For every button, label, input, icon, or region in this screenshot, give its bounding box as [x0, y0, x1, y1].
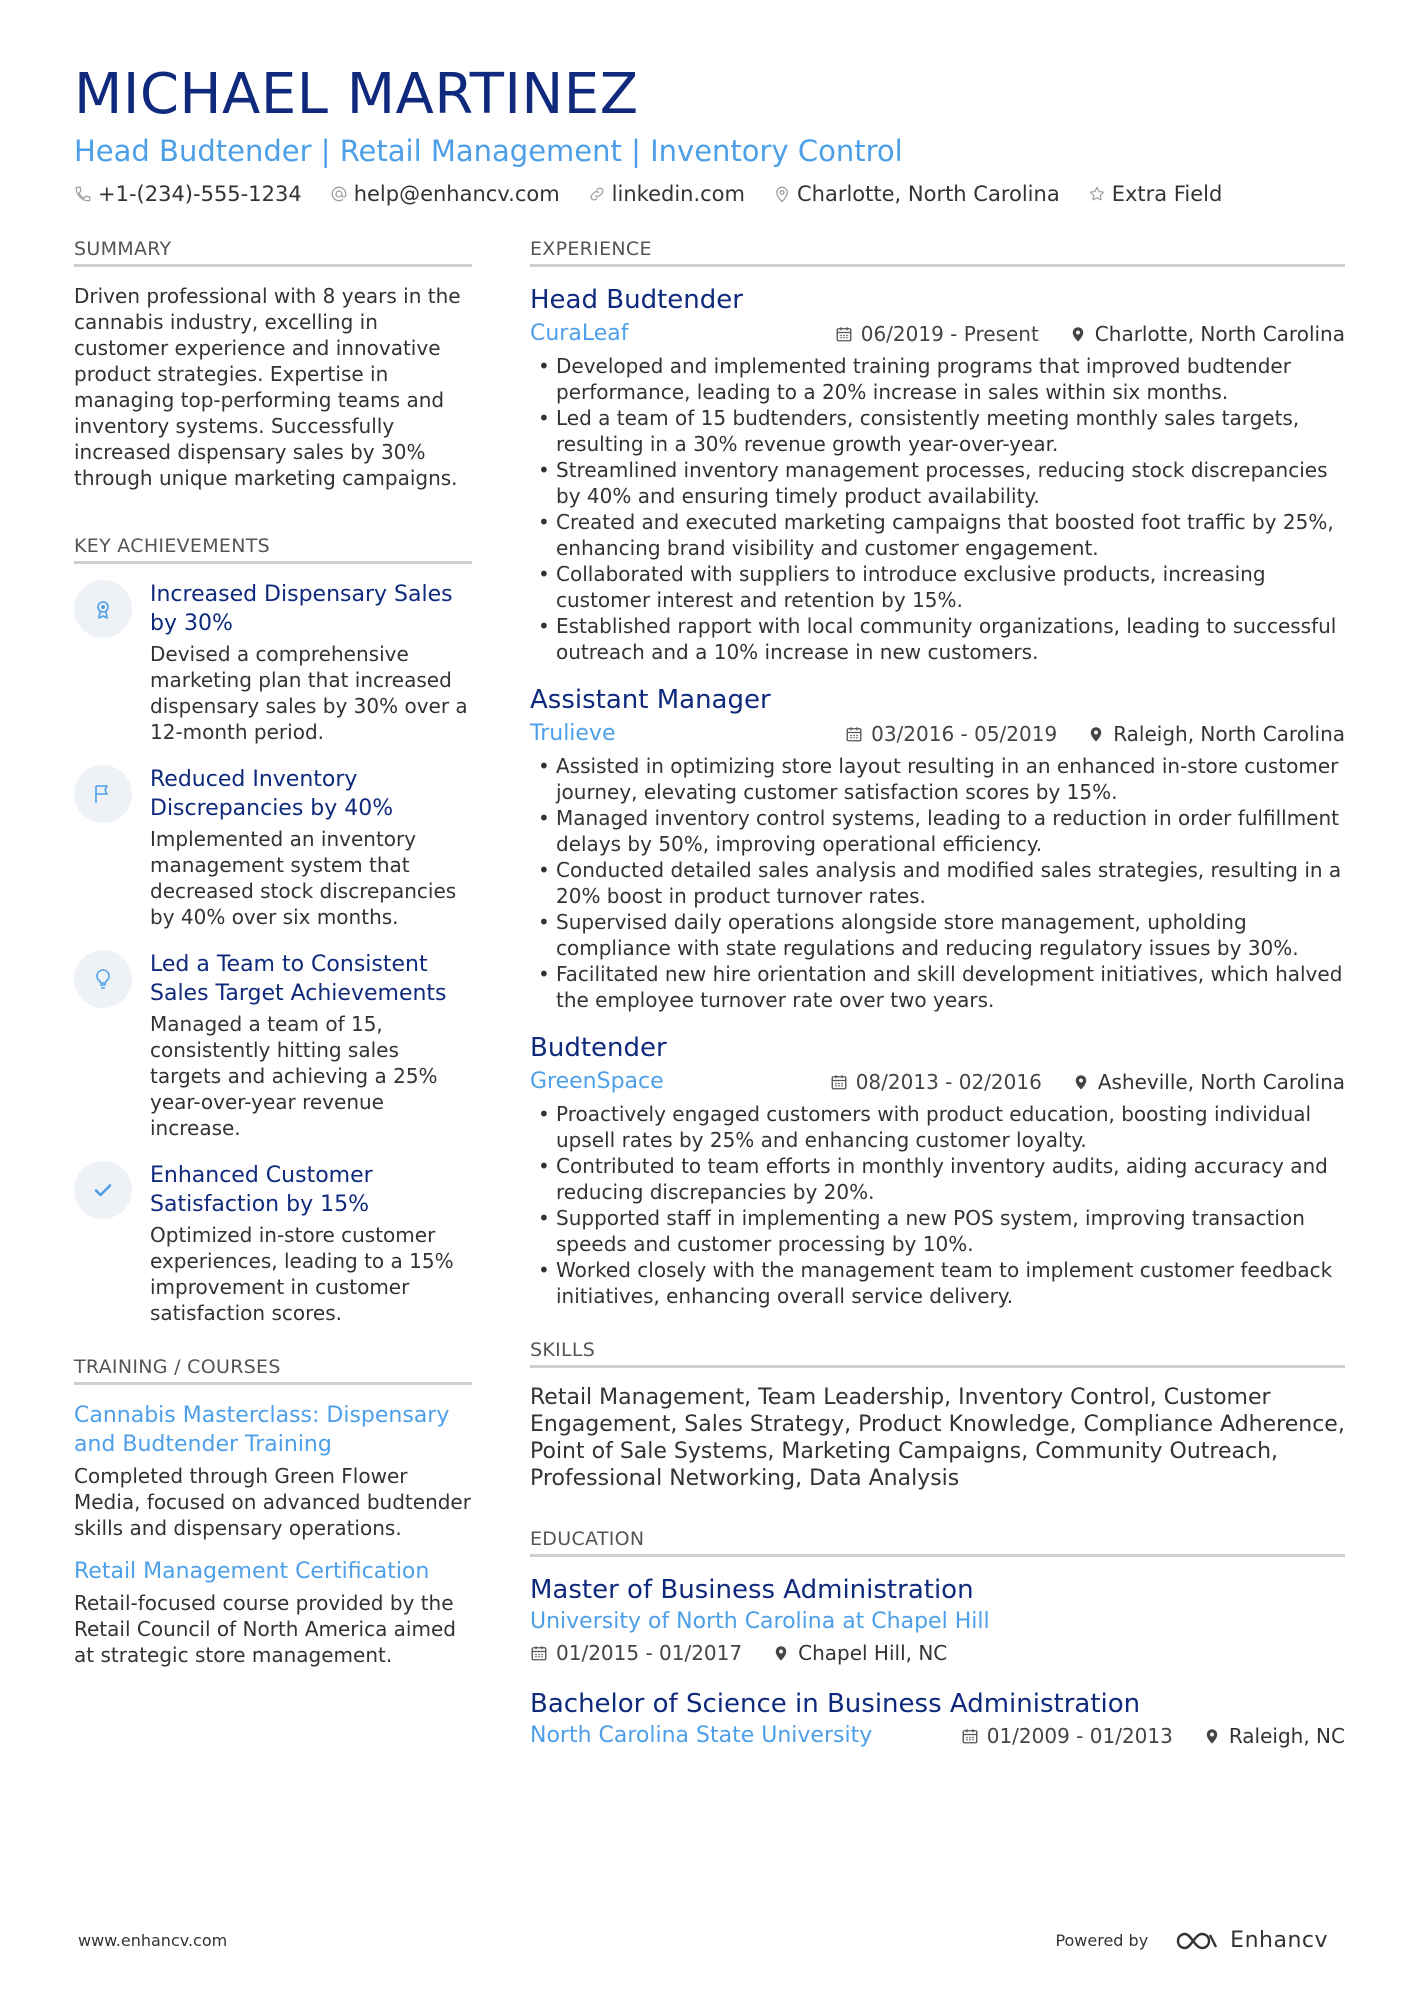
brand-text: Enhancv	[1230, 1928, 1328, 1953]
achievement-desc: Devised a comprehensive marketing plan that increased dispensary sales by 30% over a 12-month period.	[150, 642, 468, 744]
job-bullet: • Streamlined inventory management processes, reducing stock discrepancies by 40% and ensuring timely product availability.	[530, 457, 1345, 509]
education-dates: 01/2015 - 01/2017	[530, 1641, 742, 1665]
location-icon	[772, 1644, 790, 1662]
achievement-item	[74, 765, 472, 930]
job-title: Budtender	[530, 1033, 667, 1063]
training-section	[74, 1356, 472, 1668]
education-row	[530, 1721, 1345, 1751]
linkedin-text: linkedin.com	[611, 182, 745, 206]
job-entry	[530, 683, 1345, 1013]
contact-linkedin[interactable]	[588, 182, 745, 206]
skills-heading: SKILLS	[530, 1339, 1345, 1368]
job-location: Raleigh, North Carolina	[1087, 722, 1345, 746]
skills-text: Retail Management, Team Leadership, Inventory Control, Customer Engagement, Sales Strategy, Product Knowledge, Compliance Adherence, Point of Sale Systems, Marketing Campaigns, Community Outreach, Professional Networking, Data Analysis	[530, 1385, 1345, 1491]
contact-location	[773, 182, 1060, 206]
contact-bar	[74, 182, 1344, 206]
calendar-icon	[830, 1073, 848, 1091]
experience-heading: EXPERIENCE	[530, 238, 1345, 267]
school-name: North Carolina State University	[530, 1723, 873, 1748]
job-bullet: • Managed inventory control systems, leading to a reduction in order fulfillment delays by 50%, improving operational efficiency.	[530, 805, 1345, 857]
job-bullet: • Supervised daily operations alongside store management, upholding compliance with state regulations and reducing regulatory issues by 30%.	[530, 909, 1345, 961]
education-location: Chapel Hill, NC	[772, 1641, 947, 1665]
summary-text: Driven professional with 8 years in the cannabis industry, excelling in customer experience and innovative product strategies. Expertise in managing top-performing teams and inventory systems. Successfully increased dispensary sales by 30% through unique marketing campaigns.	[74, 284, 461, 490]
experience-section	[530, 238, 1345, 1309]
skills-section	[530, 1339, 1345, 1492]
contact-phone[interactable]	[74, 182, 302, 206]
page-footer	[78, 1928, 1328, 1953]
job-entry	[530, 283, 1345, 665]
achievement-item	[74, 1161, 472, 1326]
achievement-desc: Optimized in-store customer experiences, leading to a 15% improvement in customer satisfaction scores.	[150, 1223, 454, 1325]
left-column	[74, 238, 472, 1684]
summary-section	[74, 238, 472, 491]
location-icon	[1087, 725, 1105, 743]
achievement-title: Increased Dispensary Sales by 30%	[150, 582, 453, 636]
phone-text: +1-(234)-555-1234	[98, 182, 302, 206]
degree-title: Master of Business Administration	[530, 1575, 974, 1605]
job-bullet: • Collaborated with suppliers to introduce exclusive products, increasing customer interest and retention by 15%.	[530, 561, 1345, 613]
achievements-section	[74, 535, 472, 1326]
job-title: Assistant Manager	[530, 685, 771, 715]
enhancv-logo[interactable]	[1174, 1928, 1328, 1953]
contact-email[interactable]	[330, 182, 560, 206]
achievement-icon-wrap	[74, 1161, 132, 1219]
job-meta	[530, 1067, 1345, 1097]
education-entry	[530, 1573, 1345, 1665]
job-entry	[530, 1031, 1345, 1309]
education-heading: EDUCATION	[530, 1528, 1345, 1557]
course-desc: Completed through Green Flower Media, focused on advanced budtender skills and dispensary operations.	[74, 1464, 471, 1540]
award-icon	[91, 597, 115, 621]
job-dates: 03/2016 - 05/2019	[845, 722, 1057, 746]
calendar-icon	[835, 325, 853, 343]
job-bullet: • Supported staff in implementing a new POS system, improving transaction speeds and customer processing by 10%.	[530, 1205, 1345, 1257]
calendar-icon	[845, 725, 863, 743]
location-icon	[1203, 1727, 1221, 1745]
job-meta	[530, 719, 1345, 749]
at-icon	[330, 185, 348, 203]
degree-title: Bachelor of Science in Business Administration	[530, 1689, 1141, 1719]
job-bullet: • Facilitated new hire orientation and skill development initiatives, which halved the employee turnover rate over two years.	[530, 961, 1345, 1013]
company-name: Trulieve	[530, 721, 616, 746]
achievement-icon-wrap	[74, 580, 132, 638]
calendar-icon	[530, 1644, 548, 1662]
calendar-icon	[961, 1727, 979, 1745]
job-location: Asheville, North Carolina	[1072, 1070, 1345, 1094]
achievement-item	[74, 580, 472, 745]
achievement-title: Led a Team to Consistent Sales Target Achievements	[150, 952, 447, 1006]
footer-site-link[interactable]: www.enhancv.com	[78, 1931, 228, 1950]
summary-heading: SUMMARY	[74, 238, 472, 267]
achievement-desc: Implemented an inventory management system that decreased stock discrepancies by 40% over six months.	[150, 827, 457, 929]
job-bullet: • Assisted in optimizing store layout resulting in an enhanced in-store customer journey, elevating customer satisfaction scores by 15%.	[530, 753, 1345, 805]
education-dates: 01/2009 - 01/2013	[961, 1724, 1173, 1748]
job-bullet: • Contributed to team efforts in monthly inventory audits, aiding accuracy and reducing discrepancies by 20%.	[530, 1153, 1345, 1205]
training-heading: TRAINING / COURSES	[74, 1356, 472, 1385]
job-bullet: • Proactively engaged customers with product education, boosting individual upsell rates by 25% and enhancing customer loyalty.	[530, 1101, 1345, 1153]
candidate-name: MICHAEL MARTINEZ	[74, 62, 639, 127]
course-desc: Retail-focused course provided by the Retail Council of North America aimed at strategic store management.	[74, 1591, 456, 1667]
powered-by-text: Powered by	[1055, 1931, 1149, 1950]
job-meta	[530, 319, 1345, 349]
job-bullets	[530, 1101, 1345, 1309]
achievement-title: Enhanced Customer Satisfaction by 15%	[150, 1163, 373, 1217]
achievements-heading: KEY ACHIEVEMENTS	[74, 535, 472, 564]
location-icon	[773, 185, 791, 203]
location-text: Charlotte, North Carolina	[796, 182, 1060, 206]
email-text: help@enhancv.com	[353, 182, 560, 206]
job-bullets	[530, 753, 1345, 1013]
job-bullet: • Led a team of 15 budtenders, consistently meeting monthly sales targets, resulting in a 30% revenue growth year-over-year.	[530, 405, 1345, 457]
job-bullets	[530, 353, 1345, 665]
education-entry	[530, 1687, 1345, 1751]
check-icon	[91, 1178, 115, 1202]
location-icon	[1072, 1073, 1090, 1091]
job-bullet: • Developed and implemented training programs that improved budtender performance, leading to a 20% increase in sales within six months.	[530, 353, 1345, 405]
achievement-icon-wrap	[74, 950, 132, 1008]
lightbulb-icon	[91, 967, 115, 991]
course-title: Cannabis Masterclass: Dispensary and Budtender Training	[74, 1403, 450, 1457]
job-location: Charlotte, North Carolina	[1069, 322, 1345, 346]
company-name: CuraLeaf	[530, 321, 629, 346]
powered-by	[1055, 1928, 1328, 1953]
contact-extra	[1088, 182, 1223, 206]
job-bullet: • Established rapport with local community organizations, leading to successful outreach and a 10% increase in new customers.	[530, 613, 1345, 665]
star-icon	[1088, 185, 1106, 203]
achievement-title: Reduced Inventory Discrepancies by 40%	[150, 767, 394, 821]
achievement-item	[74, 950, 472, 1141]
company-name: GreenSpace	[530, 1069, 664, 1094]
extra-field-text: Extra Field	[1111, 182, 1223, 206]
job-bullet: • Created and executed marketing campaigns that boosted foot traffic by 25%, enhancing brand visibility and customer engagement.	[530, 509, 1345, 561]
phone-icon	[74, 185, 92, 203]
resume-header	[74, 60, 1344, 206]
course-title: Retail Management Certification	[74, 1559, 430, 1584]
school-name: University of North Carolina at Chapel Hill	[530, 1609, 990, 1634]
education-meta	[530, 1641, 1345, 1665]
job-dates: 08/2013 - 02/2016	[830, 1070, 1042, 1094]
enhancv-logo-icon	[1174, 1929, 1220, 1953]
location-icon	[1069, 325, 1087, 343]
job-dates: 06/2019 - Present	[835, 322, 1039, 346]
flag-icon	[91, 782, 115, 806]
job-bullet: • Conducted detailed sales analysis and modified sales strategies, resulting in a 20% boost in product turnover rates.	[530, 857, 1345, 909]
right-column	[530, 238, 1345, 1773]
education-location: Raleigh, NC	[1203, 1724, 1345, 1748]
achievement-desc: Managed a team of 15, consistently hitting sales targets and achieving a 25% year-over-year revenue increase.	[150, 1012, 438, 1140]
candidate-title: Head Budtender | Retail Management | Inventory Control	[74, 134, 903, 168]
link-icon	[588, 185, 606, 203]
job-title: Head Budtender	[530, 285, 743, 315]
education-section	[530, 1528, 1345, 1751]
achievement-icon-wrap	[74, 765, 132, 823]
job-bullet: • Worked closely with the management team to implement customer feedback initiatives, enhancing overall service delivery.	[530, 1257, 1345, 1309]
